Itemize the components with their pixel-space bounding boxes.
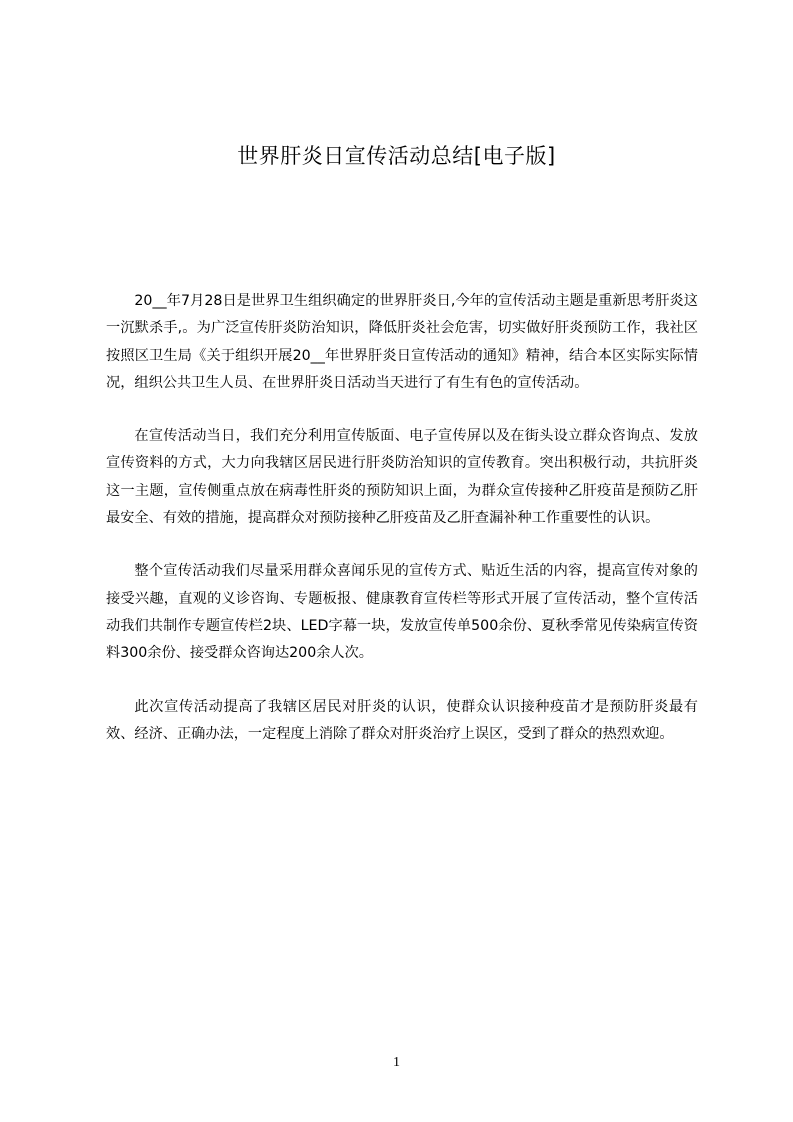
paragraph-intro: 20__年7月28日是世界卫生组织确定的世界肝炎日,今年的宣传活动主题是重新思考肝炎这一沉默杀手,。为广泛宣传肝炎防治知识，降低肝炎社会危害，切实做好肝炎预防工作，我社区按照区卫生局《关于组织开展20__年世界肝炎日宣传活动的通知》精神，结合本区实际实际情况，组织公共卫生人员、在世界肝炎日活动当天进行了有生有色的宣传活动。 [106, 293, 698, 391]
document-title: 世界肝炎日宣传活动总结[电子版] [237, 144, 556, 168]
document-body [106, 288, 698, 774]
paragraph-conclusion: 此次宣传活动提高了我辖区居民对肝炎的认识，使群众认识接种疫苗才是预防肝炎最有效、经济、正确办法，一定程度上消除了群众对肝炎治疗上误区，受到了群众的热烈欢迎。 [106, 698, 698, 742]
paragraph-activity-day: 在宣传活动当日，我们充分利用宣传版面、电子宣传屏以及在街头设立群众咨询点、发放宣传资料的方式，大力向我辖区居民进行肝炎防治知识的宣传教育。突出积极行动，共抗肝炎这一主题，宣传侧重点放在病毒性肝炎的预防知识上面，为群众宣传接种乙肝疫苗是预防乙肝最安全、有效的措施，提高群众对预防接种乙肝疫苗及乙肝查漏补种工作重要性的认识。 [106, 428, 698, 527]
paragraph-methods: 整个宣传活动我们尽量采用群众喜闻乐见的宣传方式、贴近生活的内容，提高宣传对象的接受兴趣，直观的义诊咨询、专题板报、健康教育宣传栏等形式开展了宣传活动，整个宣传活动我们共制作专题宣传栏2块、LED字幕一块，发放宣传单500余份、夏秋季常见传染病宣传资料300余份、接受群众咨询达200余人次。 [106, 563, 698, 662]
page-number: 1 [393, 1055, 400, 1070]
